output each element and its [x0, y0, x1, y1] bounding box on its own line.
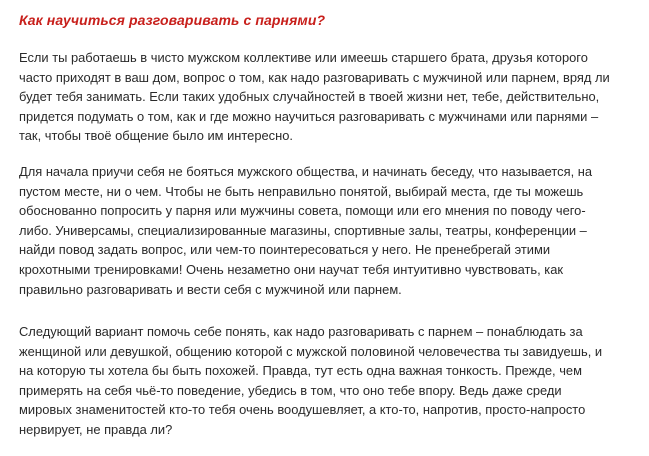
text-line: пустом месте, ни о чем. Чтобы не быть неправильно понятой, выбирай места, где ты можешь: [19, 183, 584, 199]
text-line: Следующий вариант помочь себе понять, как надо разговаривать с парнем – понаблюдать за: [19, 324, 583, 339]
paragraph-3: [19, 322, 639, 440]
text-line: женщиной или девушкой, общению которой с мужской половиной человечества ты завидуешь, и: [19, 343, 603, 359]
article-title: Как научиться разговаривать с парнями?: [19, 12, 326, 28]
text-line: на которую ты хотела бы быть похожей. Правда, тут есть одна важная тонкость. Прежде, чем: [19, 363, 582, 379]
text-line: либо. Универсамы, специализированные магазины, спортивные залы, театры, конференции –: [19, 222, 587, 238]
text-line: Для начала приучи себя не бояться мужского общества, и начинать беседу, что называется, на: [19, 164, 593, 179]
text-line: найди повод задать вопрос, или чем-то поинтересоваться у него. Не пренебрегай этими: [19, 242, 551, 258]
paragraph-2: [19, 162, 639, 299]
text-line: крохотными тренировками! Очень незаметно они научат тебя интуитивно чувствовать, как: [19, 261, 564, 277]
text-line: часто приходят в ваш дом, вопрос о том, как надо разговаривать с мужчиной или парнем, вряд ли: [19, 69, 610, 85]
text-line: мировых знаменитостей кто-то тебя очень воодушевляет, а кто-то, напротив, просто-напросто: [19, 402, 586, 418]
paragraph-1: [19, 48, 639, 146]
text-line: придется подумать о том, как и где можно научиться разговаривать с мужчинами или парнями –: [19, 108, 599, 124]
text-line: правильно разговаривать и вести себя с мужчиной или парнем.: [19, 281, 402, 297]
text-line: обоснованно попросить у парня или мужчины совета, помощи или его мнения по поводу чего-: [19, 203, 586, 219]
text-line: примерять на себя чьё-то поведение, убедись в том, что оно тебе впору. Ведь даже среди: [19, 382, 562, 398]
text-line: нервирует, не правда ли?: [19, 421, 173, 437]
text-line: Если ты работаешь в чисто мужском коллективе или имеешь старшего брата, друзья которого: [19, 50, 588, 65]
text-line: так, чтобы твоё общение было им интересно.: [19, 128, 293, 144]
text-line: будет тебя занимать. Если таких удобных случайностей в твоей жизни нет, тебе, действительно,: [19, 89, 600, 105]
